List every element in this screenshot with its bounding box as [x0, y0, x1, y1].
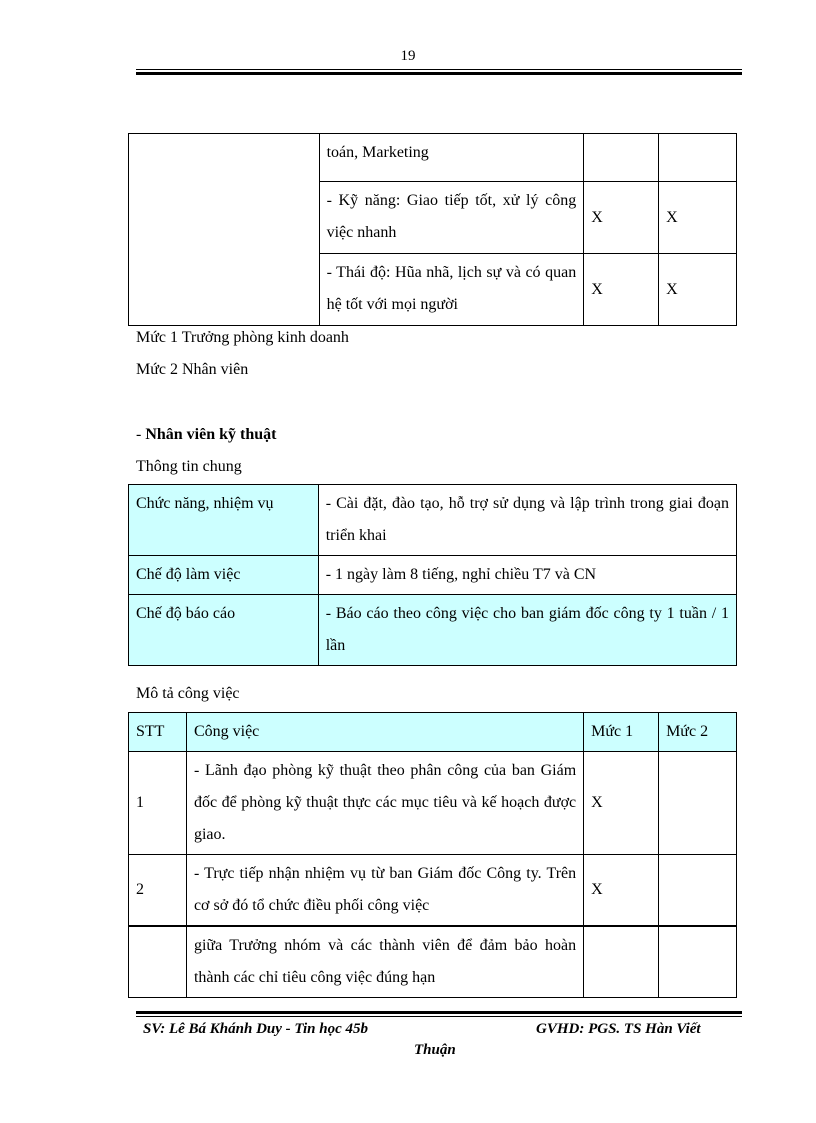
row-level2: [659, 752, 737, 855]
footer-rule-thin: [136, 1016, 742, 1017]
info-label-cell: Chức năng, nhiệm vụ: [129, 485, 319, 556]
table-row: [129, 485, 737, 556]
table-header-row: [129, 713, 737, 752]
table-row: [129, 855, 737, 927]
table-cell-task: - Thái độ: Hũa nhã, lịch sự và có quan hệ tốt với mọi người: [319, 254, 584, 326]
general-info-label: Thông tin chung: [136, 458, 242, 475]
footer-student: SV: Lê Bá Khánh Duy - Tin học 45b: [143, 1021, 369, 1037]
table-row: [129, 926, 737, 998]
header-level1: Mức 1: [584, 713, 659, 752]
section-dash: -: [136, 426, 146, 443]
table-cell-level2: X: [659, 182, 737, 254]
job-table: [128, 712, 737, 998]
info-label-cell: Chế độ làm việc: [129, 556, 319, 595]
table-cell-task: toán, Marketing: [319, 134, 584, 182]
table-cell-level1: X: [584, 182, 659, 254]
table-row: [129, 752, 737, 855]
section-heading: [136, 424, 276, 446]
page-number: 19: [400, 48, 416, 64]
header-task: Công việc: [186, 713, 583, 752]
row-level1: X: [584, 855, 659, 927]
level-2-text: Mức 2 Nhân viên: [136, 361, 249, 378]
row-stt: [129, 926, 187, 998]
info-value-cell: - Cài đặt, đào tạo, hỗ trợ sử dụng và lập trình trong giai đoạn triển khai: [318, 485, 736, 556]
row-task: - Trực tiếp nhận nhiệm vụ từ ban Giám đốc Công ty. Trên cơ sở đó tổ chức điều phối công việc: [186, 855, 583, 927]
table-cell-task: - Kỹ năng: Giao tiếp tốt, xử lý công việc nhanh: [319, 182, 584, 254]
row-level2: [659, 855, 737, 927]
footer-advisor: GVHD: PGS. TS Hàn Viết: [536, 1021, 701, 1037]
table-cell-level2: [659, 134, 737, 182]
row-stt: 2: [129, 855, 187, 927]
row-level1: [584, 926, 659, 998]
footer-advisor-cont: Thuận: [414, 1042, 456, 1058]
header-level2: Mức 2: [659, 713, 737, 752]
header-rule-thin: [136, 69, 742, 70]
row-task: - Lãnh đạo phòng kỹ thuật theo phân công của ban Giám đốc để phòng kỹ thuật thực các mục tiêu và kế hoạch được giao.: [186, 752, 583, 855]
info-table: [128, 484, 737, 666]
skills-table: [128, 133, 737, 326]
job-description-label: Mô tả công việc: [136, 685, 240, 702]
table-row: [129, 595, 737, 666]
table-cell-level2: X: [659, 254, 737, 326]
info-value-cell: - 1 ngày làm 8 tiếng, nghỉ chiều T7 và CN: [318, 556, 736, 595]
level-1-text: Mức 1 Trưởng phòng kinh doanh: [136, 329, 349, 346]
footer-rule-thick: [136, 1011, 742, 1014]
row-stt: 1: [129, 752, 187, 855]
row-task: giữa Trưởng nhóm và các thành viên để đảm bảo hoàn thành các chỉ tiêu công việc đúng hạn: [186, 926, 583, 998]
table-row: [129, 134, 737, 182]
info-label-cell: Chế độ báo cáo: [129, 595, 319, 666]
table-row: [129, 556, 737, 595]
section-title: Nhân viên kỹ thuật: [145, 426, 277, 443]
row-level2: [659, 926, 737, 998]
row-level1: X: [584, 752, 659, 855]
info-value-cell: - Báo cáo theo công việc cho ban giám đốc công ty 1 tuần / 1 lần: [318, 595, 736, 666]
table-cell-empty: [129, 134, 320, 326]
table-cell-level1: [584, 134, 659, 182]
table-cell-level1: X: [584, 254, 659, 326]
header-stt: STT: [129, 713, 187, 752]
header-rule-thick: [136, 72, 742, 75]
